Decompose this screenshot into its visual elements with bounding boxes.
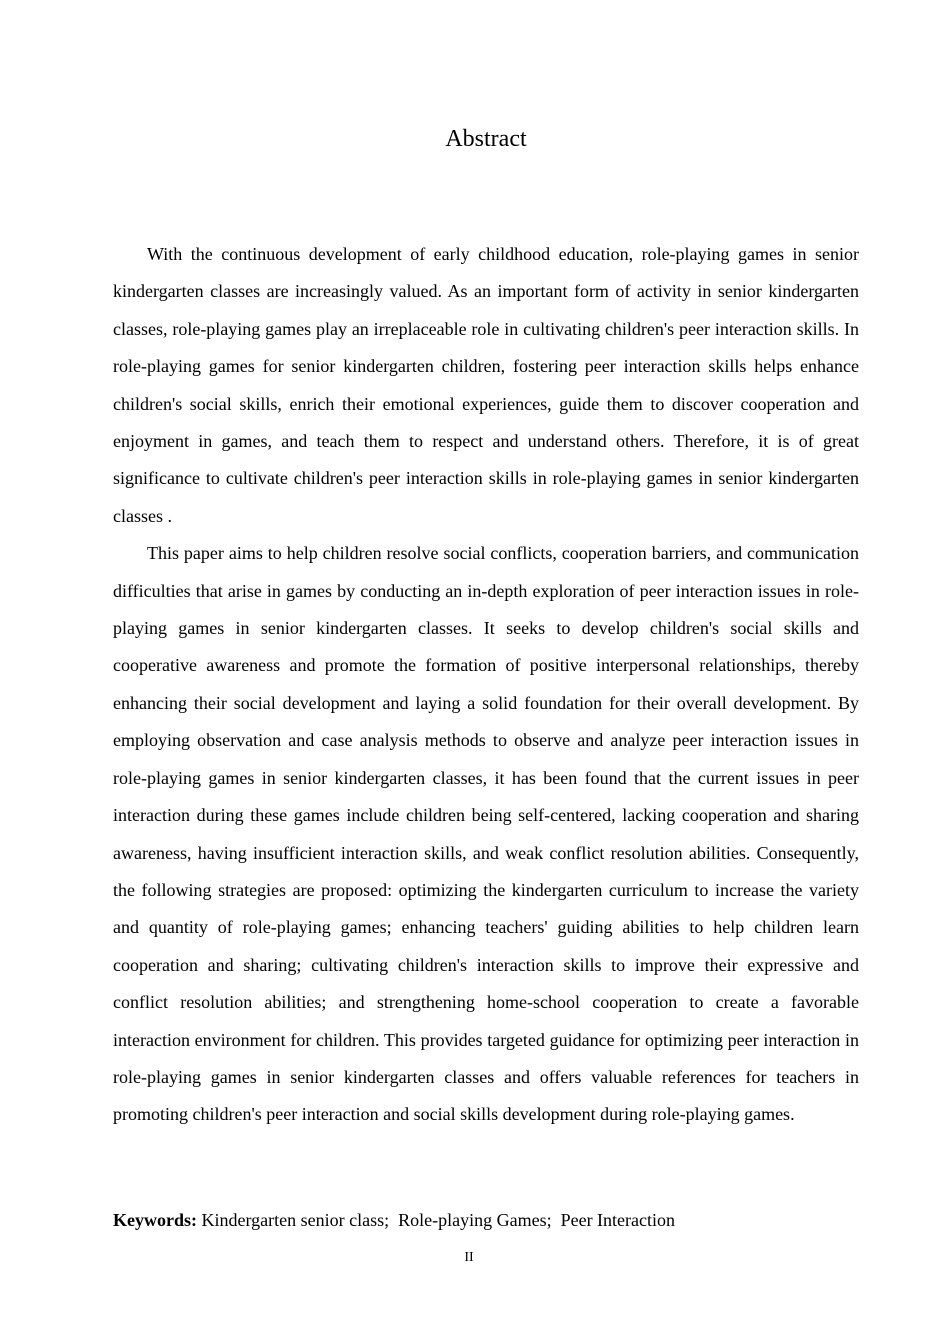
keywords-label: Keywords: xyxy=(113,1210,197,1230)
abstract-paragraph-2: This paper aims to help children resolve social conflicts, cooperation barriers, and communication difficulties that arise in games by conducting an in-depth exploration of peer interaction issues in role-playing games in senior kindergarten classes. It seeks to develop children's social skills and cooperative awareness and promote the formation of positive interpersonal relationships, thereby enhancing their social development and laying a solid foundation for their overall development. By employing observation and case analysis methods to observe and analyze peer interaction issues in role-playing games in senior kindergarten classes, it has been found that the current issues in peer interaction during these games include children being self-centered, lacking cooperation and sharing awareness, having insufficient interaction skills, and weak conflict resolution abilities. Consequently, the following strategies are proposed: optimizing the kindergarten curriculum to increase the variety and quantity of role-playing games; enhancing teachers' guiding abilities to help children learn cooperation and sharing; cultivating children's interaction skills to improve their expressive and conflict resolution abilities; and strengthening home-school cooperation to create a favorable interaction environment for children. This provides targeted guidance for optimizing peer interaction in role-playing games in senior kindergarten classes and offers valuable references for teachers in promoting children's peer interaction and social skills development during role-playing games. xyxy=(113,543,859,1125)
keywords-text: Kindergarten senior class; Role-playing Games; Peer Interaction xyxy=(197,1210,676,1230)
abstract-body xyxy=(113,236,859,1134)
keywords-line xyxy=(113,1202,859,1239)
abstract-paragraph-1: With the continuous development of early childhood education, role-playing games in senior kindergarten classes are increasingly valued. As an important form of activity in senior kindergarten classes, role-playing games play an irreplaceable role in cultivating children's peer interaction skills. In role-playing games for senior kindergarten children, fostering peer interaction skills helps enhance children's social skills, enrich their emotional experiences, guide them to discover cooperation and enjoyment in games, and teach them to respect and understand others. Therefore, it is of great significance to cultivate children's peer interaction skills in role-playing games in senior kindergarten classes . xyxy=(113,244,859,526)
page-number: II xyxy=(464,1250,474,1265)
abstract-title: Abstract xyxy=(445,126,527,152)
